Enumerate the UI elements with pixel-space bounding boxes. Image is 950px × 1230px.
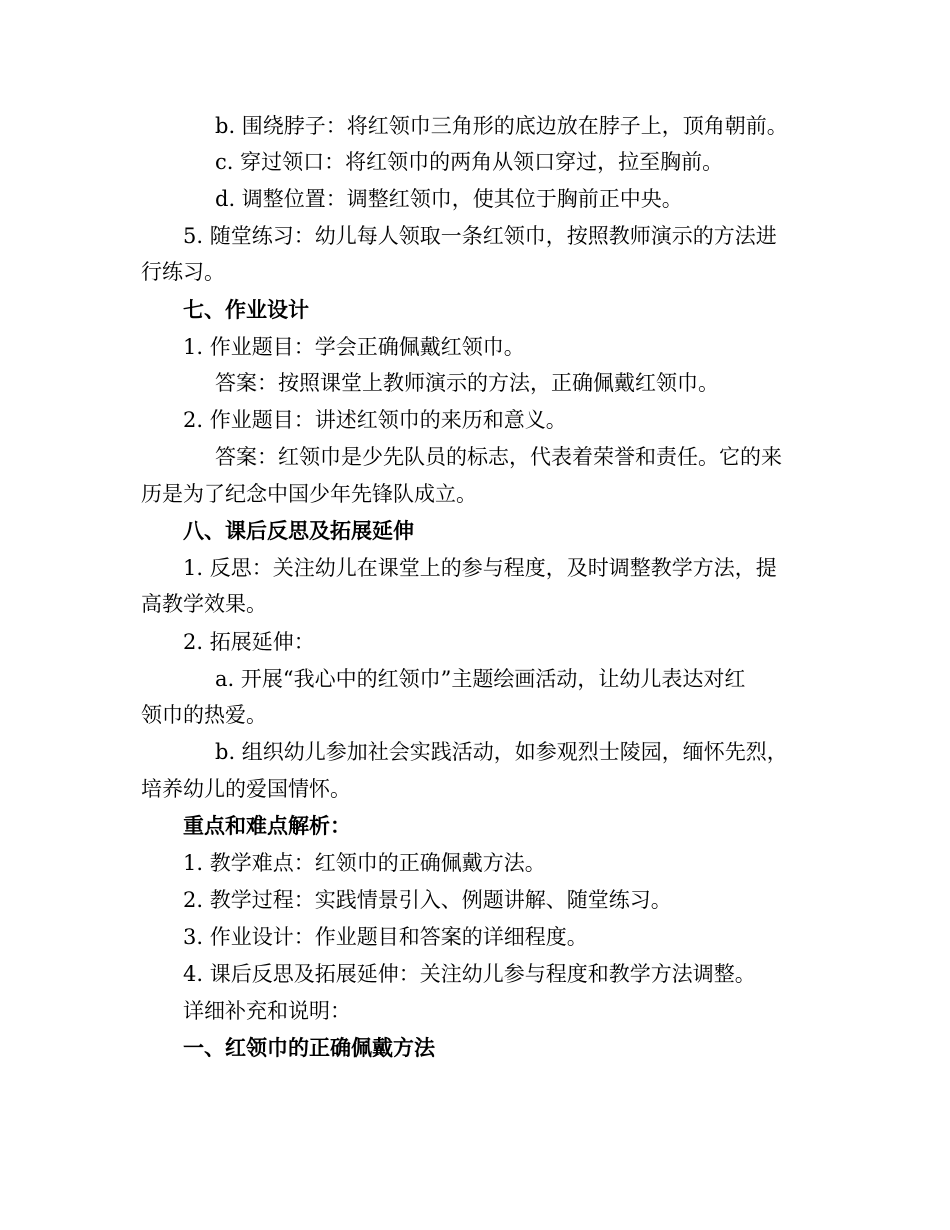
supplement-label: 详细补充和说明：	[183, 999, 351, 1023]
key-point-3: 3. 作业设计：作业题目和答案的详细程度。	[183, 925, 588, 949]
extension-item-a: a. 开展“我心中的红领巾”主题绘画活动，让幼儿表达对红	[215, 667, 746, 691]
homework-answer-2: 答案：红领巾是少先队员的标志，代表着荣誉和责任。它的来	[215, 445, 782, 469]
homework-item-2: 2. 作业题目：讲述红领巾的来历和意义。	[183, 408, 567, 432]
homework-item-1: 1. 作业题目：学会正确佩戴红领巾。	[183, 335, 525, 359]
section-heading-homework: 七、作业设计	[183, 298, 309, 322]
section-heading-reflection: 八、课后反思及拓展延伸	[183, 519, 414, 543]
homework-answer-2-cont: 历是为了纪念中国少年先锋队成立。	[141, 482, 477, 506]
extension-item-b: b. 组织幼儿参加社会实践活动，如参观烈士陵园，缅怀先烈，	[215, 740, 788, 764]
reflection-item-1: 1. 反思：关注幼儿在课堂上的参与程度，及时调整教学方法，提	[183, 556, 777, 580]
key-point-4: 4. 课后反思及拓展延伸：关注幼儿参与程度和教学方法调整。	[183, 962, 756, 986]
step-d-line: d. 调整位置：调整红领巾，使其位于胸前正中央。	[215, 187, 683, 211]
extension-item-b-cont: 培养幼儿的爱国情怀。	[141, 777, 351, 801]
practice-line-cont: 行练习。	[141, 260, 225, 284]
section-heading-key-points: 重点和难点解析：	[183, 814, 351, 838]
practice-line: 5. 随堂练习：幼儿每人领取一条红领巾，按照教师演示的方法进	[183, 224, 777, 248]
reflection-item-2: 2. 拓展延伸：	[183, 630, 315, 654]
key-point-2: 2. 教学过程：实践情景引入、例题讲解、随堂练习。	[183, 888, 672, 912]
extension-item-a-cont: 领巾的热爱。	[141, 703, 267, 727]
key-point-1: 1. 教学难点：红领巾的正确佩戴方法。	[183, 851, 546, 875]
step-c-line: c. 穿过领口：将红领巾的两角从领口穿过，拉至胸前。	[215, 150, 724, 174]
step-b-line: b. 围绕脖子：将红领巾三角形的底边放在脖子上，顶角朝前。	[215, 114, 788, 138]
reflection-item-1-cont: 高教学效果。	[141, 592, 267, 616]
homework-answer-1: 答案：按照课堂上教师演示的方法，正确佩戴红领巾。	[215, 371, 719, 395]
section-heading-wearing-method: 一、红领巾的正确佩戴方法	[183, 1036, 435, 1060]
